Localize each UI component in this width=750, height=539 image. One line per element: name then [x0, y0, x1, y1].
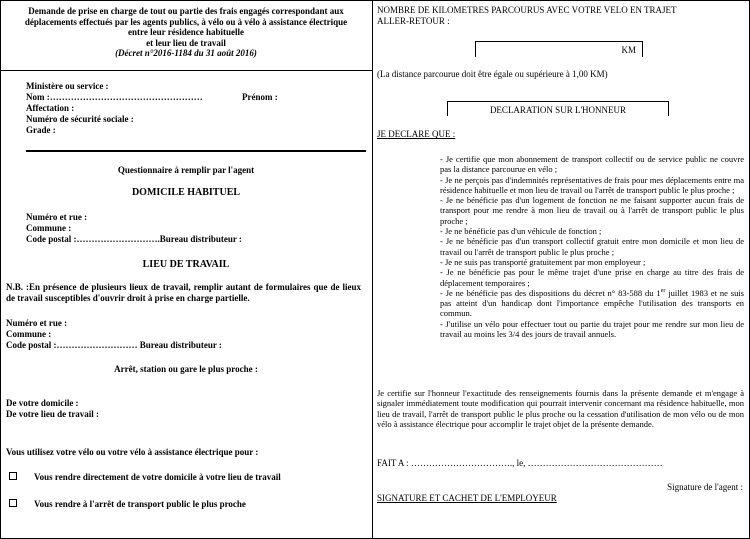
identity-rule	[26, 150, 366, 152]
decree-text-a: - Je ne bénéficie pas des dispositions du décret n° 83-588 du 1	[440, 287, 661, 298]
usage-question: Vous utilisez votre vélo ou votre vélo à assistance électrique pour :	[6, 447, 259, 457]
arret-travail-field[interactable]: De votre lieu de travail :	[6, 409, 100, 419]
prenom-field[interactable]: Prénom :	[242, 92, 278, 102]
declaration-item: - Je ne bénéficie pas pour le même trajet d'une prise en charge au titre des frais de déplacement temporaires ;	[440, 267, 744, 288]
km-title	[377, 5, 745, 26]
option2-checkbox[interactable]	[9, 499, 17, 507]
decree-text-b: juillet 1983 et ne suis pas atteint d'un handicap dont l'importance empêche l'utilisation des transports en commun.	[440, 287, 744, 319]
travail-nb: N.B. :En présence de plusieurs lieux de travail, remplir autant de formulaires que de lieux de travail susceptibles d'ouvrir droit à prise en charge partielle.	[6, 282, 361, 303]
declaration-item: - Je ne suis pas transporté gratuitement par mon employeur ;	[440, 256, 646, 267]
km-unit: KM	[621, 45, 636, 55]
declaration-item: - Je certifie que mon abonnement de transport collectif ou de service public ne couvre pas la distance parcourue en vélo ;	[440, 154, 744, 175]
affectation-field[interactable]: Affectation :	[26, 103, 75, 113]
nom-row	[26, 92, 366, 103]
travail-commune-field[interactable]: Commune :	[6, 329, 52, 339]
km-input-box[interactable]	[475, 41, 643, 57]
header-line-2: déplacements effectués par les agents publics, à vélo ou à vélo à assistance électrique	[24, 16, 348, 27]
je-declare-heading: JE DECLARE QUE :	[377, 129, 456, 139]
decree-reference: (Décret n°2016-1184 du 31 août 2016)	[115, 48, 257, 58]
travail-num-field[interactable]: Numéro et rue :	[6, 318, 68, 328]
nom-field[interactable]: Nom :……………………………………………	[26, 92, 203, 102]
km-note: (La distance parcourue doit être égale ou supérieure à 1,00 KM)	[377, 69, 608, 79]
domicile-num-field[interactable]: Numéro et rue :	[26, 212, 88, 222]
grade-field[interactable]: Grade :	[26, 125, 56, 135]
option1-checkbox[interactable]	[9, 472, 17, 480]
travail-code-postal-field[interactable]: Code postal :……………………… Bureau distributeur :	[6, 340, 222, 350]
declaration-title-box	[447, 101, 669, 116]
signature-employeur-label: SIGNATURE ET CACHET DE L'EMPLOYEUR	[377, 493, 557, 503]
arret-title: Arrêt, station ou gare le plus proche :	[114, 364, 258, 374]
header-line-1: Demande de prise en charge de tout ou partie des frais engagés correspondant aux	[28, 6, 344, 16]
declaration-item: - J'utilise un vélo pour effectuer tout ou partie du trajet pour me rendre sur mon lieu de travail au moins les 3/4 des jours de travail annuels.	[440, 318, 744, 340]
domicile-code-postal-field[interactable]: Code postal :……………………….Bureau distributeur :	[26, 234, 242, 244]
form-header	[4, 6, 368, 59]
header-rule	[1, 70, 372, 71]
declaration-item-decree	[440, 288, 744, 319]
identity-section	[26, 81, 366, 136]
travail-title: LIEU DE TRAVAIL	[142, 259, 230, 270]
declaration-item: - Je ne bénéficie pas d'un véhicule de fonction ;	[440, 226, 602, 237]
travail-section	[6, 318, 366, 351]
option2-label: Vous rendre à l'arrêt de transport public le plus proche	[34, 499, 246, 509]
header-line-4: et leur lieu de travail	[146, 37, 226, 48]
declaration-title: DECLARATION SUR L'HONNEUR	[489, 105, 627, 115]
km-title-line-1: NOMBRE DE KILOMETRES PARCOURUS AVEC VOTRE VELO EN TRAJET	[377, 5, 677, 15]
declaration-item: - Je ne perçois pas d'indemnités représentatives de frais pour mes déplacements entre ma résidence habituelle et mon lieu de travail ou l'arrêt de transport public le plus proche ;	[440, 174, 744, 195]
questionnaire-title: Questionnaire à remplir par l'agent	[117, 165, 255, 175]
declaration-item: - Je ne bénéficie pas d'un transport collectif gratuit entre mon domicile et mon lieu de travail ou l'arrêt de transport public le plus proche ;	[440, 236, 744, 257]
signature-agent-label: Signature de l'agent :	[667, 482, 743, 492]
arret-section	[6, 398, 366, 420]
domicile-title: DOMICILE HABITUEL	[131, 187, 241, 198]
declarations-list	[440, 154, 744, 339]
secu-field[interactable]: Numéro de sécurité sociale :	[26, 114, 134, 124]
header-line-3: entre leur résidence habituelle	[128, 27, 244, 37]
option1-label: Vous rendre directement de votre domicile à votre lieu de travail	[34, 472, 281, 482]
arret-domicile-field[interactable]: De votre domicile :	[6, 398, 79, 408]
certification-text: Je certifie sur l'honneur l'exactitude des renseignements fournis dans la présente demande et m'engage à signaler immédiatement toute modification qui pourrait intervenir concernant ma résidence habituelle, mon lieu de travail, l'arrêt de transport public le plus proche ou la cessation d'utilisation de mon vélo ou de mon vélo à assistance électrique pour accomplir le trajet objet de la présente demande.	[377, 388, 744, 429]
column-divider	[372, 0, 373, 539]
domicile-commune-field[interactable]: Commune :	[26, 223, 72, 233]
domicile-section	[26, 212, 366, 245]
decree-superscript: er	[660, 287, 666, 294]
declaration-item: - Je ne bénéficie pas d'un logement de fonction ne me faisant supporter aucun frais de transport pour me rendre à mon lieu de travail ou à l'arrêt de transport public le plus proche ;	[440, 195, 744, 226]
fait-a-field[interactable]: FAIT A : ……………………………., le, ………………………………………	[377, 458, 663, 468]
ministry-field[interactable]: Ministère ou service :	[26, 81, 109, 91]
km-title-line-2: ALLER-RETOUR :	[377, 15, 450, 26]
